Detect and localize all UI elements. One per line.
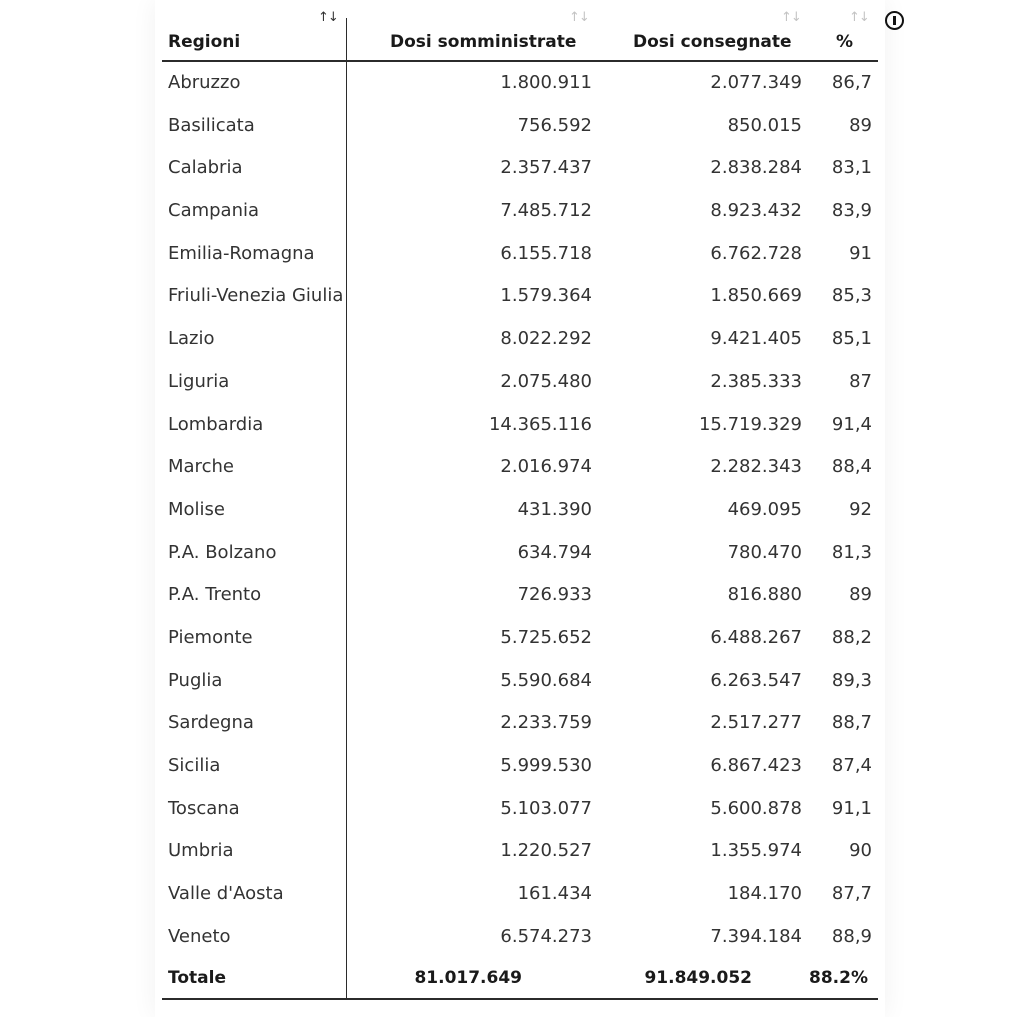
table-row — [162, 147, 878, 190]
region-cell: P.A. Trento — [168, 584, 262, 606]
dosi-somministrate-cell: 1.220.527 — [500, 840, 592, 862]
dosi-consegnate-cell: 2.385.333 — [710, 370, 802, 392]
table-row — [162, 830, 878, 873]
percent-cell: 88,9 — [831, 925, 872, 947]
table-bottom-rule — [162, 998, 878, 1000]
dosi-somministrate-cell: 2.075.480 — [500, 370, 592, 392]
region-cell: Valle d'Aosta — [168, 883, 284, 905]
table-row — [162, 532, 878, 575]
region-cell: Basilicata — [168, 114, 255, 136]
table-row — [162, 489, 878, 532]
total-label: Totale — [168, 968, 226, 989]
dosi-consegnate-cell: 469.095 — [727, 498, 802, 520]
region-cell: Molise — [168, 498, 225, 520]
info-icon[interactable] — [885, 11, 904, 30]
table-row — [162, 916, 878, 959]
percent-cell: 89 — [849, 584, 872, 606]
table-row — [162, 617, 878, 660]
dosi-somministrate-cell: 1.800.911 — [500, 72, 592, 93]
dosi-consegnate-cell: 850.015 — [727, 114, 802, 136]
table-row — [162, 105, 878, 148]
region-cell: Veneto — [168, 925, 231, 947]
region-cell: Friuli-Venezia Giulia — [168, 285, 344, 307]
table-row — [162, 404, 878, 447]
percent-cell: 87,7 — [831, 883, 872, 905]
table-row — [162, 318, 878, 361]
dosi-somministrate-cell: 756.592 — [517, 114, 592, 136]
percent-cell: 91,1 — [831, 797, 872, 819]
dosi-somministrate-cell: 5.590.684 — [500, 669, 592, 691]
table-row — [162, 361, 878, 404]
dosi-consegnate-cell: 816.880 — [727, 584, 802, 606]
region-cell: Lazio — [168, 328, 215, 350]
dosi-consegnate-cell: 6.488.267 — [710, 626, 802, 648]
header-regioni[interactable]: Regioni — [168, 32, 241, 52]
dosi-consegnate-cell: 1.355.974 — [710, 840, 802, 862]
sort-somministrate-icon[interactable]: ↑↓ — [569, 10, 589, 25]
table-row — [162, 275, 878, 318]
region-cell: Sardegna — [168, 712, 254, 734]
percent-cell: 91 — [849, 242, 872, 264]
region-cell: Umbria — [168, 840, 234, 862]
column-divider — [346, 18, 347, 1000]
dosi-somministrate-cell: 5.725.652 — [500, 626, 592, 648]
percent-cell: 90 — [849, 840, 872, 862]
region-cell: Piemonte — [168, 626, 253, 648]
percent-cell: 89,3 — [831, 669, 872, 691]
dosi-consegnate-cell: 1.850.669 — [710, 285, 802, 307]
dosi-consegnate-cell: 2.282.343 — [710, 456, 802, 478]
dosi-consegnate-cell: 8.923.432 — [710, 200, 802, 222]
region-cell: Toscana — [168, 797, 240, 819]
table-row — [162, 233, 878, 276]
header-dosi-consegnate[interactable]: Dosi consegnate — [633, 32, 792, 52]
percent-cell: 91,4 — [831, 413, 872, 435]
dosi-somministrate-cell: 8.022.292 — [500, 328, 592, 350]
dosi-somministrate-cell: 726.933 — [517, 584, 592, 606]
percent-cell: 87 — [849, 370, 872, 392]
percent-cell: 83,9 — [831, 200, 872, 222]
total-somministrate: 81.017.649 — [414, 968, 522, 989]
percent-cell: 88,4 — [831, 456, 872, 478]
dosi-somministrate-cell: 5.103.077 — [500, 797, 592, 819]
header-percent[interactable]: % — [836, 32, 854, 52]
percent-cell: 85,3 — [831, 285, 872, 307]
table-row — [162, 62, 878, 105]
table-row — [162, 574, 878, 617]
table-row — [162, 446, 878, 489]
region-cell: Emilia-Romagna — [168, 242, 315, 264]
dosi-somministrate-cell: 431.390 — [517, 498, 592, 520]
dosi-somministrate-cell: 6.155.718 — [500, 242, 592, 264]
sort-consegnate-icon[interactable]: ↑↓ — [781, 10, 801, 25]
vaccine-doses-table — [162, 0, 878, 1001]
dosi-somministrate-cell: 2.233.759 — [500, 712, 592, 734]
sort-regioni-icon[interactable]: ↑↓ — [318, 10, 338, 25]
dosi-somministrate-cell: 2.357.437 — [500, 157, 592, 179]
table-row — [162, 745, 878, 788]
dosi-somministrate-cell: 1.579.364 — [500, 285, 592, 307]
dosi-consegnate-cell: 2.838.284 — [710, 157, 802, 179]
region-cell: Lombardia — [168, 413, 264, 435]
dosi-somministrate-cell: 6.574.273 — [500, 925, 592, 947]
region-cell: Campania — [168, 200, 260, 222]
dosi-consegnate-cell: 6.263.547 — [710, 669, 802, 691]
dosi-consegnate-cell: 184.170 — [727, 883, 802, 905]
dosi-somministrate-cell: 14.365.116 — [488, 413, 592, 435]
dosi-consegnate-cell: 2.077.349 — [710, 72, 802, 93]
dosi-consegnate-cell: 5.600.878 — [710, 797, 802, 819]
percent-cell: 85,1 — [831, 328, 872, 350]
percent-cell: 88,7 — [831, 712, 872, 734]
region-cell: Puglia — [168, 669, 223, 691]
dosi-somministrate-cell: 634.794 — [517, 541, 592, 563]
percent-cell: 86,7 — [831, 72, 872, 93]
total-percent: 88.2% — [809, 968, 868, 989]
percent-cell: 83,1 — [831, 157, 872, 179]
table-row — [162, 873, 878, 916]
dosi-consegnate-cell: 6.867.423 — [710, 755, 802, 776]
total-consegnate: 91.849.052 — [644, 968, 752, 989]
region-cell: P.A. Bolzano — [168, 541, 277, 563]
dosi-consegnate-cell: 780.470 — [727, 541, 802, 563]
dosi-somministrate-cell: 7.485.712 — [500, 200, 592, 222]
table-header — [162, 0, 878, 62]
table-row — [162, 190, 878, 233]
percent-cell: 88,2 — [831, 626, 872, 648]
percent-cell: 89 — [849, 114, 872, 136]
table-row — [162, 660, 878, 703]
dosi-consegnate-cell: 7.394.184 — [710, 925, 802, 947]
dosi-somministrate-cell: 2.016.974 — [500, 456, 592, 478]
dosi-somministrate-cell: 161.434 — [517, 883, 592, 905]
region-cell: Marche — [168, 456, 234, 478]
dosi-consegnate-cell: 2.517.277 — [710, 712, 802, 734]
header-dosi-somministrate[interactable]: Dosi somministrate — [390, 32, 577, 52]
sort-percent-icon[interactable]: ↑↓ — [849, 10, 869, 25]
percent-cell: 92 — [849, 498, 872, 520]
dosi-consegnate-cell: 9.421.405 — [710, 328, 802, 350]
total-row — [162, 958, 878, 1001]
dosi-somministrate-cell: 5.999.530 — [500, 755, 592, 776]
percent-cell: 87,4 — [831, 755, 872, 776]
region-cell: Liguria — [168, 370, 230, 392]
region-cell: Sicilia — [168, 755, 221, 776]
percent-cell: 81,3 — [831, 541, 872, 563]
region-cell: Abruzzo — [168, 72, 241, 93]
dosi-consegnate-cell: 15.719.329 — [698, 413, 802, 435]
table-row — [162, 702, 878, 745]
table-body — [162, 62, 878, 958]
dosi-consegnate-cell: 6.762.728 — [710, 242, 802, 264]
region-cell: Calabria — [168, 157, 243, 179]
table-row — [162, 788, 878, 831]
